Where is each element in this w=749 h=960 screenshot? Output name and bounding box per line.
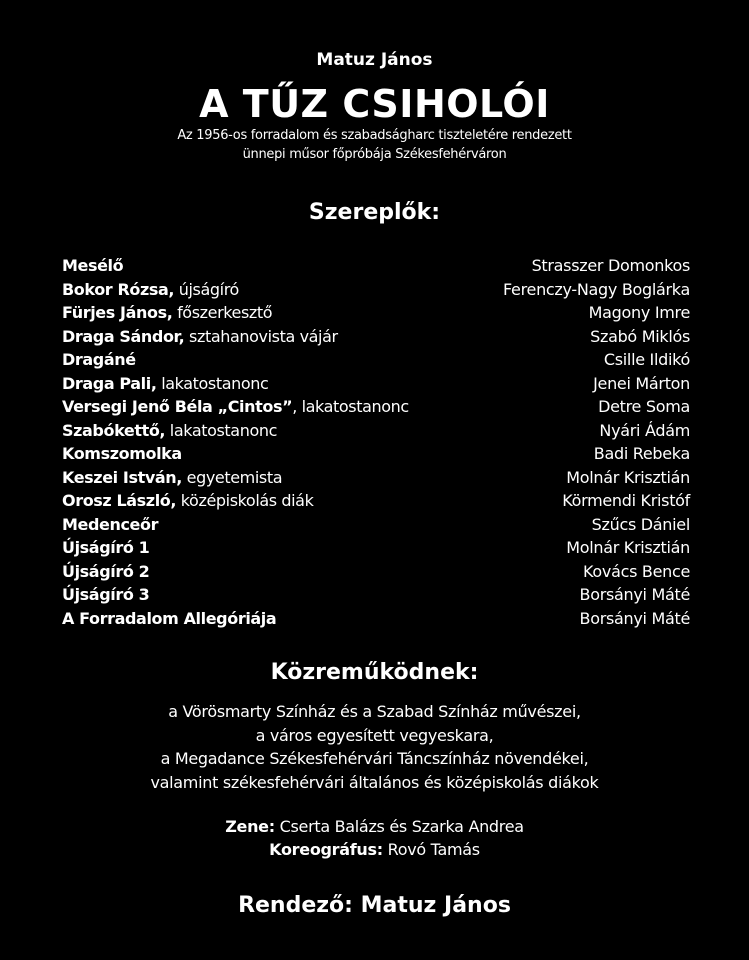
cast-row — [62, 583, 690, 607]
role-name: Orosz László, — [62, 491, 177, 510]
contributors-list — [0, 700, 749, 794]
play-subtitle — [0, 126, 749, 164]
cast-role — [62, 536, 149, 560]
role-description: egyetemista — [181, 467, 283, 487]
cast-row — [62, 325, 690, 349]
cast-heading: Szereplők: — [308, 200, 441, 225]
cast-row — [62, 607, 690, 631]
cast-row — [62, 442, 690, 466]
cast-list — [62, 254, 690, 630]
role-name: Bokor Rózsa, — [62, 279, 175, 299]
cast-actor: Kovács Bence — [583, 561, 690, 581]
cast-row — [62, 254, 690, 278]
cast-row — [62, 301, 690, 325]
play-title: A TŰZ CSIHOLÓI — [199, 82, 550, 126]
cast-role — [62, 278, 239, 302]
cast-row — [62, 513, 690, 537]
cast-actor: Szabó Miklós — [590, 326, 690, 346]
cast-actor: Jenei Márton — [593, 373, 690, 393]
cast-row — [62, 278, 690, 302]
cast-row — [62, 489, 690, 513]
role-name: A Forradalom Allegóriája — [62, 608, 277, 628]
role-description: lakatostanonc — [165, 420, 277, 440]
cast-actor: Nyári Ádám — [599, 420, 690, 440]
role-name: Komszomolka — [62, 444, 182, 463]
cast-role — [62, 442, 182, 466]
role-name: Draga Sándor, — [62, 326, 185, 346]
role-description: sztahanovista vájár — [184, 326, 338, 346]
music-label: Zene: — [225, 817, 275, 836]
role-description: középiskolás diák — [176, 491, 314, 510]
cast-actor: Borsányi Máté — [579, 585, 690, 604]
role-name: Versegi Jenő Béla „Cintos” — [62, 397, 293, 416]
contributor-line: valamint székesfehérvári általános és középiskolás diákok — [150, 772, 599, 792]
cast-role — [62, 560, 149, 584]
director-credit: Rendező: Matuz János — [238, 893, 511, 918]
contributors-heading: Közreműködnek: — [270, 660, 479, 685]
subtitle-line: Az 1956-os forradalom és szabadságharc tiszteletére rendezett — [177, 128, 572, 143]
cast-actor: Magony Imre — [588, 303, 690, 322]
contributor-line: a Megadance Székesfehérvári Táncszínház növendékei, — [160, 749, 589, 768]
cast-role — [62, 466, 282, 490]
cast-row — [62, 372, 690, 396]
role-name: Keszei István, — [62, 467, 182, 487]
cast-actor: Badi Rebeka — [593, 444, 690, 463]
cast-actor: Molnár Krisztián — [566, 538, 690, 557]
cast-role — [62, 513, 158, 537]
cast-role — [62, 348, 136, 372]
cast-row — [62, 466, 690, 490]
role-description: újságíró — [174, 279, 239, 299]
cast-actor: Szűcs Dániel — [591, 514, 690, 534]
role-name: Fürjes János, — [62, 303, 173, 322]
cast-role — [62, 583, 149, 607]
subtitle-line: ünnepi műsor főpróbája Székesfehérváron — [242, 147, 507, 162]
role-name: Újságíró 3 — [62, 585, 150, 604]
choreographer-credit — [0, 838, 749, 861]
cast-row — [62, 560, 690, 584]
choreographer-value: Rovó Tamás — [382, 840, 480, 859]
cast-actor: Borsányi Máté — [579, 608, 690, 628]
music-value: Cserta Balázs és Szarka Andrea — [274, 817, 524, 836]
role-name: Mesélő — [62, 256, 124, 275]
choreographer-label: Koreográfus: — [269, 840, 383, 859]
cast-row — [62, 419, 690, 443]
cast-actor: Körmendi Kristóf — [562, 491, 690, 510]
role-name: Szabókettő, — [62, 420, 166, 440]
cast-actor: Detre Soma — [598, 397, 690, 416]
cast-actor: Csille Ildikó — [603, 350, 690, 369]
contributor-line: a város egyesített vegyeskara, — [255, 725, 494, 745]
cast-role — [62, 325, 338, 349]
role-name: Újságíró 1 — [62, 538, 150, 557]
credits — [0, 815, 749, 861]
cast-actor: Strasszer Domonkos — [531, 256, 690, 275]
contributor-line: a Vörösmarty Színház és a Szabad Színház művészei, — [168, 702, 581, 721]
cast-role — [62, 301, 272, 325]
cast-row — [62, 348, 690, 372]
cast-role — [62, 607, 276, 631]
cast-role — [62, 254, 123, 278]
role-name: Draga Pali, — [62, 373, 157, 393]
role-name: Medenceőr — [62, 514, 159, 534]
cast-row — [62, 395, 690, 419]
cast-actor: Molnár Krisztián — [566, 467, 690, 487]
role-description: , lakatostanonc — [292, 397, 409, 416]
cast-role — [62, 489, 313, 513]
cast-role — [62, 372, 268, 396]
cast-role — [62, 419, 277, 443]
role-description: főszerkesztő — [172, 303, 273, 322]
music-credit — [0, 815, 749, 838]
role-name: Újságíró 2 — [62, 561, 150, 581]
cast-actor: Ferenczy-Nagy Boglárka — [503, 279, 690, 299]
cast-row — [62, 536, 690, 560]
author-name: Matuz János — [316, 50, 433, 70]
role-description: lakatostanonc — [156, 373, 269, 393]
cast-role — [62, 395, 409, 419]
role-name: Dragáné — [62, 350, 136, 369]
